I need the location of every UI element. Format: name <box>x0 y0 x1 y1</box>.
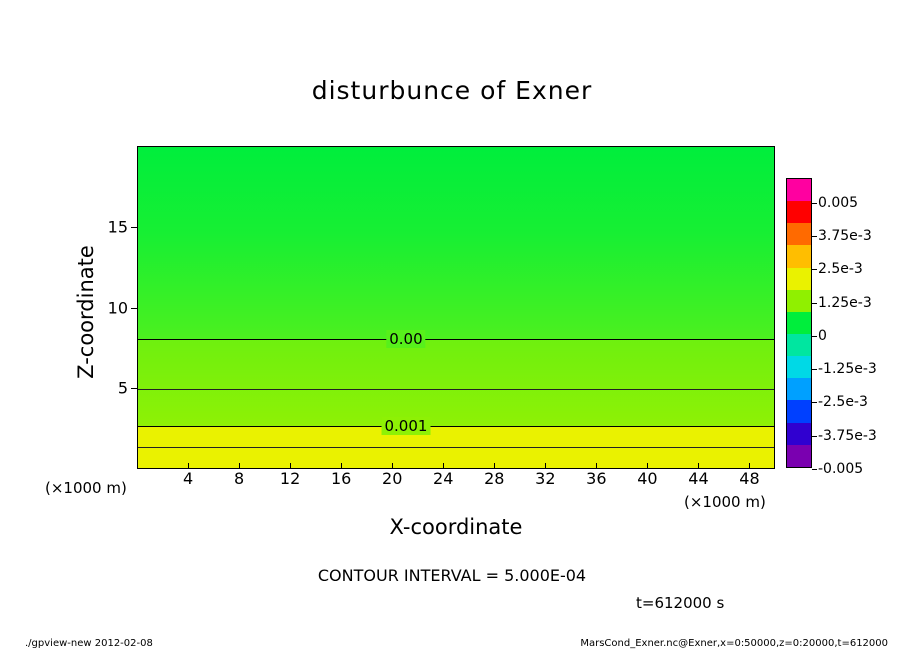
contour-line <box>138 339 774 340</box>
x-tick-label: 16 <box>330 469 352 488</box>
colorbar-tick-mark <box>812 303 817 304</box>
colorbar-tick-mark <box>812 436 817 437</box>
colorbar-tick-mark <box>812 369 817 370</box>
colorbar-cell <box>787 179 811 201</box>
colorbar-tick-label: 1.25e-3 <box>818 294 872 311</box>
x-axis-label: X-coordinate <box>389 515 523 539</box>
x-axis-unit: (×1000 m) <box>684 493 766 511</box>
y-tick-label: 10 <box>107 298 128 317</box>
x-tick-label: 44 <box>688 469 709 488</box>
contour-label: 0.00 <box>386 330 425 348</box>
x-tick-label: 40 <box>637 469 658 488</box>
y-tick-mark <box>131 308 137 309</box>
contour-label: 0.001 <box>381 417 430 435</box>
colorbar-tick-label: 3.75e-3 <box>818 228 872 245</box>
x-tick-label: 24 <box>433 469 454 488</box>
x-tick-label: 32 <box>535 469 556 488</box>
x-tick-label: 4 <box>182 469 194 488</box>
contour-line <box>138 426 774 427</box>
contour-band-shading <box>138 147 774 339</box>
y-axis-unit: (×1000 m) <box>45 479 127 497</box>
time-label: t=612000 s <box>636 594 725 612</box>
colorbar-cell <box>787 245 811 267</box>
x-tick-label: 20 <box>382 469 403 488</box>
colorbar-cell <box>787 334 811 356</box>
contour-interval-label: CONTOUR INTERVAL = 5.000E-04 <box>317 566 587 585</box>
colorbar-cell <box>787 268 811 290</box>
colorbar-tick-label: -0.005 <box>818 460 864 477</box>
colorbar-cell <box>787 290 811 312</box>
y-tick-mark <box>131 388 137 389</box>
x-tick-label: 12 <box>279 469 301 488</box>
chart-title: disturbunce of Exner <box>311 76 593 105</box>
colorbar-tick-label: -1.25e-3 <box>818 361 877 378</box>
contour-line <box>138 447 774 448</box>
y-tick-label: 15 <box>107 217 128 237</box>
colorbar-tick-mark <box>812 336 817 337</box>
colorbar-tick-mark <box>812 402 817 403</box>
colorbar-cell <box>787 312 811 334</box>
colorbar-tick-mark <box>812 469 817 470</box>
colorbar-cell <box>787 423 811 445</box>
contour-fill <box>138 147 774 468</box>
x-tick-label: 8 <box>233 469 245 488</box>
y-tick-label: 5 <box>117 378 128 398</box>
colorbar-cell <box>787 400 811 422</box>
x-tick-label: 28 <box>484 469 505 488</box>
colorbar <box>786 178 812 468</box>
colorbar-cell <box>787 356 811 378</box>
footer-left-text: ./gpview-new 2012-02-08 <box>25 638 153 649</box>
colorbar-tick-label: 0 <box>818 327 827 344</box>
colorbar-tick-label: 2.5e-3 <box>818 261 863 278</box>
colorbar-cell <box>787 445 811 467</box>
colorbar-cell <box>787 378 811 400</box>
x-tick-label: 48 <box>739 469 760 488</box>
colorbar-tick-mark <box>812 236 817 237</box>
colorbar-tick-label: -2.5e-3 <box>818 394 868 411</box>
colorbar-tick-label: 0.005 <box>818 195 859 211</box>
x-tick-label: 36 <box>586 469 607 488</box>
colorbar-tick-mark <box>812 269 817 270</box>
colorbar-cell <box>787 201 811 223</box>
colorbar-tick-mark <box>812 203 817 204</box>
plot-area <box>137 146 775 469</box>
colorbar-cell <box>787 223 811 245</box>
colorbar-tick-label: -3.75e-3 <box>818 427 877 444</box>
y-axis-label: Z-coordinate <box>74 245 98 379</box>
contour-line <box>138 389 774 390</box>
footer-right-text: MarsCond_Exner.nc@Exner,x=0:50000,z=0:20000,t=612000 <box>580 638 888 649</box>
y-tick-mark <box>131 227 137 228</box>
contour-band-shading <box>138 339 774 425</box>
